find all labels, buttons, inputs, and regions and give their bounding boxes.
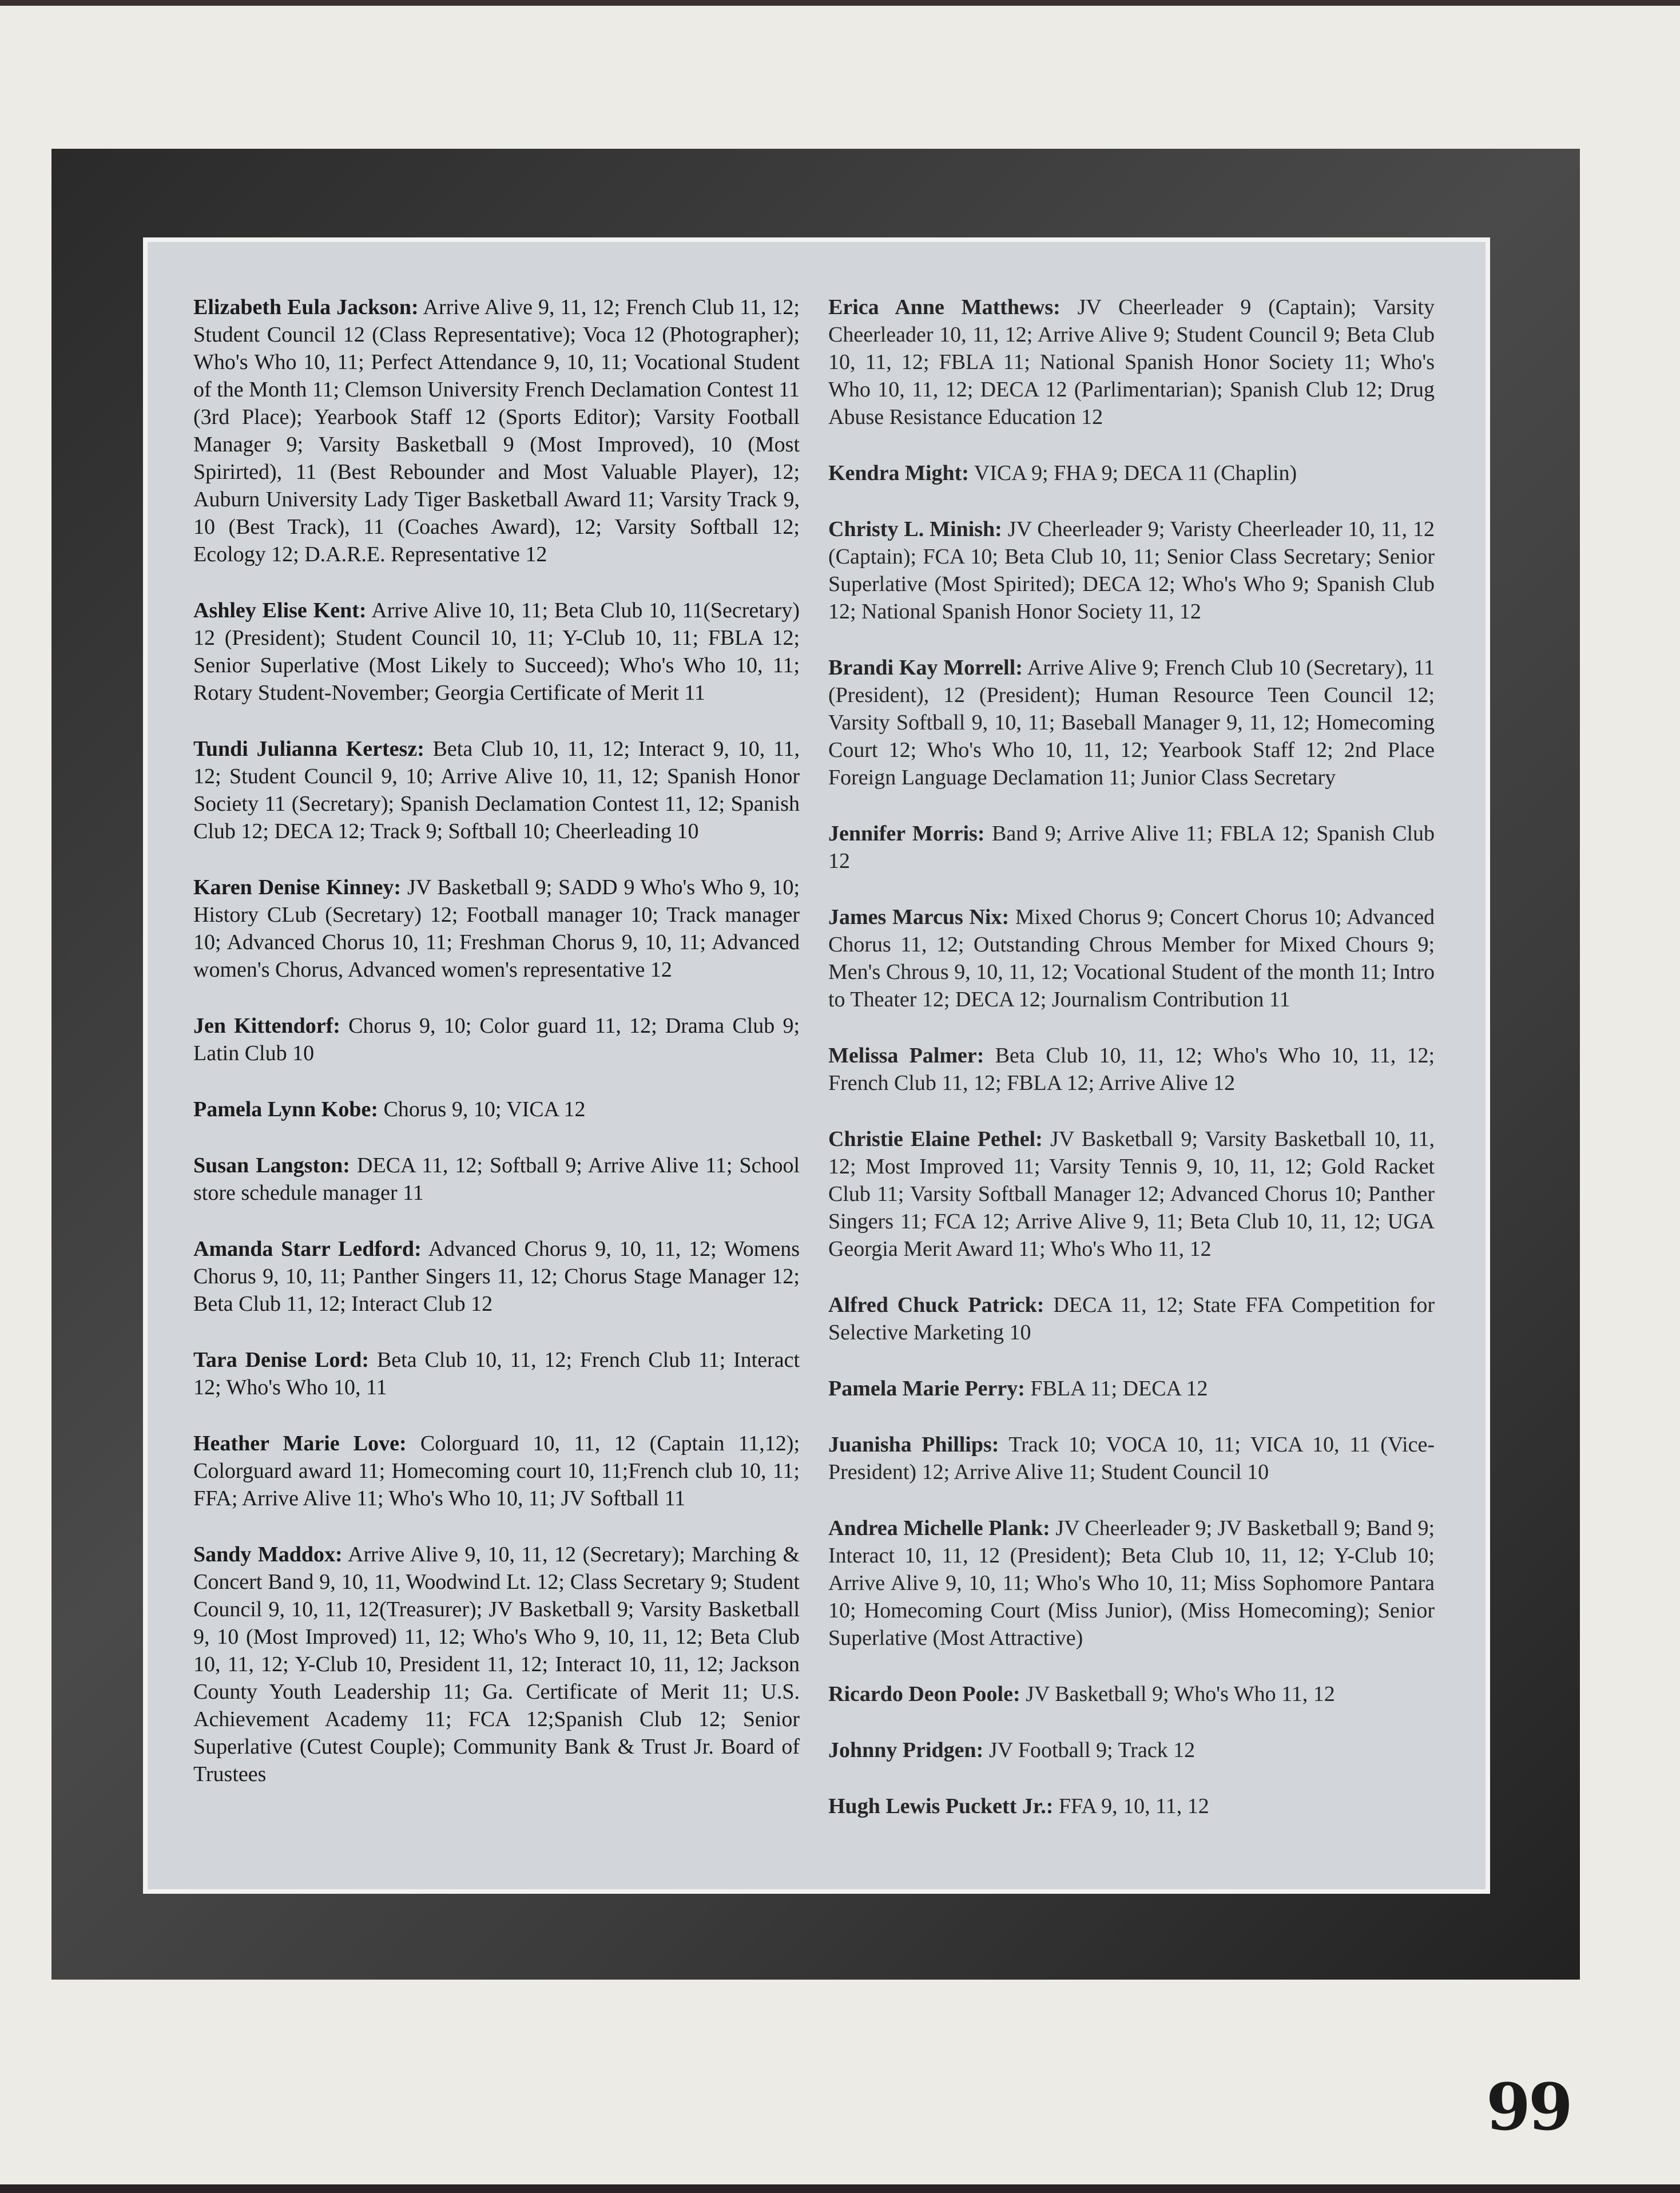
student-activities: JV Cheerleader 9; Varisty Cheerleader 10, 11, 12 (Captain); FCA 10; Beta Club 10, 11; Senior Class Secretary; Senior Superlative (Most Spirited); DECA 12; Who's Who 9; Spanish Club 12; National Spanish Honor Society 11, 12: [828, 517, 1435, 624]
senior-activities-panel: [143, 237, 1490, 1894]
student-name: Ricardo Deon Poole:: [828, 1682, 1020, 1706]
student-entry: [193, 735, 800, 845]
student-name: Hugh Lewis Puckett Jr.:: [828, 1794, 1054, 1818]
student-activities: Arrive Alive 9, 10, 11, 12 (Secretary); Marching & Concert Band 9, 10, 11, Woodwind Lt. 12; Class Secretary 9; Student Council 9, 10, 11, 12(Treasurer); JV Basketball 9; Varsity Basketball 9, 10 (Most Improved) 11, 12; Who's Who 9, 10, 11, 12; Beta Club 10, 11, 12; Y-Club 10, President 11, 12; Interact 10, 11, 12; Jackson County Youth Leadership 11; Ga. Certificate of Merit 11; U.S. Achievement Academy 11; FCA 12;Spanish Club 12; Senior Superlative (Cutest Couple); Community Bank & Trust Jr. Board of Trustees: [193, 1542, 800, 1786]
student-activities: Chorus 9, 10; Color guard 11, 12; Drama Club 9; Latin Club 10: [193, 1014, 800, 1065]
left-column: [193, 294, 800, 1817]
student-activities: JV Cheerleader 9 (Captain); Varsity Cheerleader 10, 11, 12; Arrive Alive 9; Student Council 9; Beta Club 10, 11, 12; FBLA 11; National Spanish Honor Society 11; Who's Who 10, 11, 12; DECA 12 (Parlimentarian); Spanish Club 12; Drug Abuse Resistance Education 12: [828, 295, 1435, 429]
student-entry: [193, 1235, 800, 1318]
student-name: Karen Denise Kinney:: [193, 875, 402, 899]
student-entry: [828, 1125, 1435, 1263]
student-activities: JV Cheerleader 9; JV Basketball 9; Band 9; Interact 10, 11, 12 (President); Beta Club 10, 11, 12; Y-Club 10; Arrive Alive 9, 10, 11; Who's Who 10, 11; Miss Sophomore Pantara 10; Homecoming Court (Miss Junior), (Miss Homecoming); Senior Superlative (Most Attractive): [828, 1516, 1435, 1650]
student-name: Pamela Lynn Kobe:: [193, 1097, 379, 1121]
student-activities: Chorus 9, 10; VICA 12: [383, 1097, 586, 1121]
student-activities: JV Basketball 9; Varsity Basketball 10, 11, 12; Most Improved 11; Varsity Tennis 9, 10, 11, 12; Gold Racket Club 11; Varsity Softball Manager 12; Advanced Chorus 10; Panther Singers 11; FCA 12; Arrive Alive 9, 11; Beta Club 10, 11, 12; UGA Georgia Merit Award 11; Who's Who 11, 12: [828, 1127, 1435, 1261]
student-name: Jennifer Morris:: [828, 822, 985, 846]
student-entry: [828, 1736, 1435, 1764]
student-activities: DECA 11, 12; State FFA Competition for Selective Marketing 10: [828, 1293, 1435, 1345]
student-entry: [193, 597, 800, 707]
student-activities: Mixed Chorus 9; Concert Chorus 10; Advanced Chorus 11, 12; Outstanding Chrous Member for Mixed Chours 9; Men's Chrous 9, 10, 11, 12; Vocational Student of the month 11; Intro to Theater 12; DECA 12; Journalism Contribution 11: [828, 905, 1435, 1012]
student-name: Heather Marie Love:: [193, 1431, 407, 1456]
student-activities: JV Basketball 9; SADD 9 Who's Who 9, 10; History CLub (Secretary) 12; Football manager 10; Track manager 10; Advanced Chorus 10, 11; Freshman Chorus 9, 10, 11; Advanced women's Chorus, Advanced women's representative 12: [193, 875, 800, 982]
student-entry: [828, 294, 1435, 431]
student-name: Juanisha Phillips:: [828, 1433, 999, 1457]
student-entry: [828, 1680, 1435, 1708]
student-name: Amanda Starr Ledford:: [193, 1237, 422, 1261]
student-name: Sandy Maddox:: [193, 1542, 343, 1567]
student-name: Elizabeth Eula Jackson:: [193, 295, 419, 319]
student-name: Brandi Kay Morrell:: [828, 656, 1023, 680]
student-name: Andrea Michelle Plank:: [828, 1516, 1050, 1540]
student-entry: [828, 1291, 1435, 1346]
student-entry: [828, 1514, 1435, 1652]
student-activities: Beta Club 10, 11, 12; Who's Who 10, 11, 12; French Club 11, 12; FBLA 12; Arrive Alive 12: [828, 1044, 1435, 1095]
student-name: Tara Denise Lord:: [193, 1348, 370, 1372]
student-name: Johnny Pridgen:: [828, 1738, 984, 1762]
student-activities: Arrive Alive 9; French Club 10 (Secretary), 11 (President), 12 (President); Human Resource Teen Council 12; Varsity Softball 9, 10, 11; Baseball Manager 9, 11, 12; Homecoming Court 12; Who's Who 10, 11, 12; Yearbook Staff 12; 2nd Place Foreign Language Declamation 11; Junior Class Secretary: [828, 656, 1435, 790]
student-activities: JV Basketball 9; Who's Who 11, 12: [1026, 1682, 1335, 1706]
student-entry: [193, 1012, 800, 1067]
student-activities: Band 9; Arrive Alive 11; FBLA 12; Spanish Club 12: [828, 822, 1435, 873]
student-name: Pamela Marie Perry:: [828, 1377, 1025, 1401]
student-name: Erica Anne Matthews:: [828, 295, 1061, 319]
student-entry: [828, 1042, 1435, 1097]
student-entry: [193, 1096, 800, 1123]
student-activities: Advanced Chorus 9, 10, 11, 12; Womens Chorus 9, 10, 11; Panther Singers 11, 12; Chorus Stage Manager 12; Beta Club 11, 12; Interact Club 12: [193, 1237, 800, 1316]
student-activities: Arrive Alive 9, 11, 12; French Club 11, 12; Student Council 12 (Class Representative); Voca 12 (Photographer); Who's Who 10, 11; Perfect Attendance 9, 10, 11; Vocational Student of the Month 11; Clemson University French Declamation Contest 11 (3rd Place); Yearbook Staff 12 (Sports Editor); Varsity Football Manager 9; Varsity Basketball 9 (Most Improved), 10 (Most Spirirted), 11 (Best Rebounder and Most Valuable Player), 12; Auburn University Lady Tiger Basketball Award 11; Varsity Track 9, 10 (Best Track), 11 (Coaches Award), 12; Varsity Softball 12; Ecology 12; D.A.R.E. Representative 12: [193, 295, 800, 566]
student-name: Melissa Palmer:: [828, 1044, 984, 1068]
student-activities: Beta Club 10, 11, 12; French Club 11; Interact 12; Who's Who 10, 11: [193, 1348, 800, 1399]
student-name: Ashley Elise Kent:: [193, 598, 367, 622]
student-name: Jen Kittendorf:: [193, 1014, 340, 1038]
student-entry: [828, 903, 1435, 1013]
student-entry: [193, 1430, 800, 1512]
right-column: [828, 294, 1435, 1849]
student-entry: [828, 820, 1435, 875]
student-entry: [193, 294, 800, 568]
student-name: Christy L. Minish:: [828, 517, 1002, 541]
student-activities: JV Football 9; Track 12: [988, 1738, 1196, 1762]
page-top-edge: [0, 0, 1680, 6]
student-entry: [828, 515, 1435, 625]
student-activities: FFA 9, 10, 11, 12: [1058, 1794, 1209, 1818]
student-activities: Colorguard 10, 11, 12 (Captain 11,12); Colorguard award 11; Homecoming court 10, 11;French club 10, 11; FFA; Arrive Alive 11; Who's Who 10, 11; JV Softball 11: [193, 1431, 800, 1510]
student-name: Tundi Julianna Kertesz:: [193, 737, 424, 761]
student-activities: Beta Club 10, 11, 12; Interact 9, 10, 11, 12; Student Council 9, 10; Arrive Alive 10, 11, 12; Spanish Honor Society 11 (Secretary); Spanish Declamation Contest 11, 12; Spanish Club 12; DECA 12; Track 9; Softball 10; Cheerleading 10: [193, 737, 800, 843]
student-entry: [193, 1152, 800, 1207]
student-name: Alfred Chuck Patrick:: [828, 1293, 1044, 1317]
page-number: 99: [1486, 2070, 1571, 2145]
student-activities: VICA 9; FHA 9; DECA 11 (Chaplin): [974, 461, 1297, 485]
student-entry: [193, 874, 800, 984]
student-name: Christie Elaine Pethel:: [828, 1127, 1043, 1151]
student-entry: [828, 1431, 1435, 1486]
student-entry: [193, 1541, 800, 1788]
student-entry: [193, 1346, 800, 1401]
student-entry: [828, 459, 1435, 487]
student-entry: [828, 1375, 1435, 1402]
student-activities: Track 10; VOCA 10, 11; VICA 10, 11 (Vice-President) 12; Arrive Alive 11; Student Council 10: [828, 1433, 1435, 1484]
student-activities: FBLA 11; DECA 12: [1030, 1377, 1208, 1401]
student-activities: Arrive Alive 10, 11; Beta Club 10, 11(Secretary) 12 (President); Student Council 10, 11; Y-Club 10, 11; FBLA 12; Senior Superlative (Most Likely to Succeed); Who's Who 10, 11; Rotary Student-November; Georgia Certificate of Merit 11: [193, 598, 800, 705]
student-activities: DECA 11, 12; Softball 9; Arrive Alive 11; School store schedule manager 11: [193, 1153, 800, 1205]
page-bottom-edge: [0, 2184, 1680, 2193]
student-name: James Marcus Nix:: [828, 905, 1010, 929]
student-name: Susan Langston:: [193, 1153, 350, 1177]
student-entry: [828, 1793, 1435, 1820]
student-entry: [828, 654, 1435, 791]
student-name: Kendra Might:: [828, 461, 969, 485]
